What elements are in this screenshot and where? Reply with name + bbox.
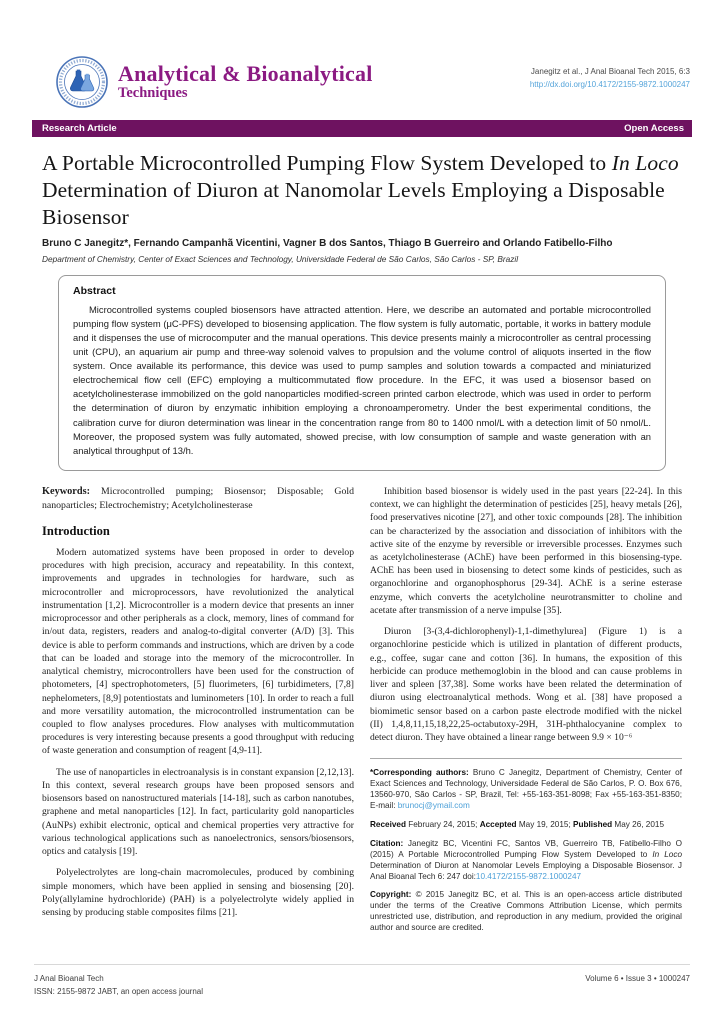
open-access-label: Open Access <box>624 123 684 134</box>
keywords-line <box>42 485 354 513</box>
citation-note <box>370 839 682 883</box>
abstract-box <box>58 275 666 471</box>
footer-journal-name: J Anal Bioanal Tech <box>34 974 104 984</box>
title-text: A Portable Microcontrolled Pumping Flow System Developed to <box>42 151 612 175</box>
email-link[interactable]: brunocj@ymail.com <box>397 801 470 810</box>
dates-line <box>370 820 682 831</box>
citation-italic-text: In Loco <box>652 849 683 859</box>
footnote-block <box>370 758 682 934</box>
article-type-label: Research Article <box>42 123 117 134</box>
intro-paragraph: Inhibition based biosensor is widely used in the past years [22-24]. In this context, we can highlight the determination of pesticides [25], heavy metals [26], food preservatives nicotine [27], and other toxic compounds [28]. The inhibition can be characterized by the association and dissociation of inhibitors with the active site of the enzyme by reversible or irreversible processes. Enzymes such as acetylcholinesterase (AChE) have been performed in this biosensing-type. AChE has been used in biosensing to detect some kinds of pesticides, such as organochlorine and organophosphorus [29-34]. AChE is a serine esterase enzyme, which converts the acetylcholine neurotransmitter to choline and acetate after transmission of a nerve impulse [35]. <box>370 485 682 616</box>
two-column-layout <box>42 485 682 942</box>
corresponding-author-label: *Corresponding authors: <box>370 768 469 778</box>
footer-volume-info: Volume 6 • Issue 3 • 1000247 <box>585 974 690 984</box>
published-label: Published <box>573 819 613 829</box>
header-citation-line: Janegitz et al., J Anal Bioanal Tech 2015, 6:3 <box>530 67 690 76</box>
footer-issn: ISSN: 2155-9872 JABT, an open access journal <box>34 986 203 996</box>
masthead <box>0 0 724 108</box>
copyright-label: Copyright: <box>370 890 412 900</box>
citation-text: Janegitz BC, Vicentini FC, Santos VB, Guerreiro TB, Fatibello-Filho O (2015) A Portable Microcontrolled Pumping Flow System Developed to <box>370 838 682 859</box>
authors-line: Bruno C Janegitz*, Fernando Campanhã Vicentini, Vagner B dos Santos, Thiago B Guerreiro and Orlando Fatibello-Filho <box>42 237 613 249</box>
journal-name-line2: Techniques <box>118 84 188 101</box>
right-column <box>370 485 682 942</box>
corresponding-author-note <box>370 768 682 812</box>
copyright-note <box>370 890 682 934</box>
introduction-heading: Introduction <box>42 523 110 538</box>
corresponding-author-text: Bruno C Janegitz, Department of Chemistry, Center of Exact Sciences and Technology, Universidade Federal de São Carlos, P. O. Box 676, 13560-970, São Carlos - SP, Brazil, Tel: +55-163-351-8098; Fax +55-163-351-8350; E-mail: <box>370 768 682 810</box>
accepted-label: Accepted <box>479 819 517 829</box>
title-italic-text: In Loco <box>611 151 679 175</box>
journal-logo-icon <box>56 56 108 108</box>
received-label: Received <box>370 819 406 829</box>
accepted-date: May 19, 2015; <box>516 819 573 829</box>
citation-label: Citation: <box>370 838 404 848</box>
abstract-text: Microcontrolled systems coupled biosensors have attracted attention. Here, we describe an automated and portable microcontrolled pumping flow system (μC-PFS) developed to biosensing application. The flow system is fully automatic, portable, it works in battery module and it dispenses the use of microcomputer and the manual operations. This device presents mainly a microcontroller as central processing unit (CPU), an aquarium air pump and three-way solenoid valves to propulsion and the volume control of aliquots inserted in the flow system. Once available its performance, this device was used to pump samples and solution towards a compacted and miniaturized electrochemical flow cell (EFC) employing a multicommutated flow procedure. In the EFC, it was used a biosensor based on acetylcholinesterase immobilized on the gold nanoparticles modified-screen printed carbon electrode, which was used in order to perform the determination of diuron by enzymatic inhibition employing a chronoamperometry. Under the best experimental conditions, the calibration curve for diuron determination was linear in the concentration range from 80 to 1400 nmol/L with a detection limit of 50 nmol/L. Moreover, the proposed system was fully automated, showed precise, with low consumption of sample and waste generation with an analytical throughput of 13/h. <box>73 303 651 456</box>
header-doi-link[interactable]: http://dx.doi.org/10.4172/2155-9872.1000247 <box>529 79 690 89</box>
title-text-end: Determination of Diuron at Nanomolar Levels Employing a Disposable Biosensor <box>42 177 665 229</box>
left-column <box>42 485 354 942</box>
published-date: May 26, 2015 <box>612 819 665 829</box>
journal-name <box>118 62 373 101</box>
article-type-banner <box>32 120 692 137</box>
intro-paragraph: Modern automatized systems have been proposed in order to develop procedures with high precision, accuracy and repeatability. In this context, improvements and upgrades in technologies for hardware, such as microcontroller and microprocessors, have revolutionized the analytical instrumentation [1,2]. Microcontroller is a modern device that presents an inner microprocessor and other peripherals as a clock, memory, lines of command for in/out data, registers, readers and analog-to-digital converter (A/D) [3]. This device is able to perform commands and instructions, which are driven by a code that can be loaded and storage into the memory of the microcontroller. In analytical chemistry, microcontrollers have been used for the construction of photometers, [4] spectrophotometers, [5] fluorimeters, [6] turbidimeters, [7,8] nephelometers, [8,9] potentiostats and luminometers [10]. In order to reach a full and more versatility automation, the microcontrolled instrumentation can be coupled to flow analyses procedures. Flow analyses with multicommutation procedures is very interesting because presents a good throughput with reducing of waste generation and consumption of reagent [4,9-11]. <box>42 546 354 757</box>
received-date: February 24, 2015; <box>405 819 480 829</box>
journal-brand <box>56 56 373 108</box>
intro-paragraph: Polyelectrolytes are long-chain macromolecules, produced by combining simple monomers, which have been applied in sensing and biosensing [20]. Poly(allylamine hydrochloride) (PAH) is a polyelectrolyte widely applied in sensing by producing stable composites films [21]. <box>42 867 354 919</box>
abstract-heading: Abstract <box>73 284 116 297</box>
intro-paragraph: Diuron [3-(3,4-dichlorophenyl)-1,1-dimethylurea] (Figure 1) is a organochlorine pesticide which is utilized in plantation of different products, e.g., coffee, sugar cane and cotton [36]. In humans, the exposition of this herbicide can produce methemoglobin in the blood and can cause problems in liver and spleen [37,38]. Some works have been related the determination of diuron using electroanalytical methods. Wong et al. [38] have proposed a biomimetic sensor based on a carbon paste electrode modified with the nickel (II) 1,4,8,11,15,18,22,25-octabutoxy-29H, 31H-phthalocyanine complex to detect diuron. They have obtained a linear range between 9.9 × 10⁻⁶ <box>370 626 682 744</box>
page-footer <box>34 964 690 998</box>
affiliation-line: Department of Chemistry, Center of Exact Sciences and Technology, Universidade Federal de São Carlos, São Carlos - SP, Brazil <box>42 253 519 264</box>
keywords-label: Keywords: <box>42 485 91 497</box>
footer-journal-info <box>34 973 203 998</box>
journal-name-line1: Analytical & Bioanalytical <box>118 61 373 87</box>
keywords-text: Microcontrolled pumping; Biosensor; Disposable; Gold nanoparticles; Electrochemistry; Acetylcholinesterase <box>42 485 354 512</box>
article-title <box>42 150 682 231</box>
intro-paragraph: The use of nanoparticles in electroanalysis is in constant expansion [2,12,13]. In this context, several research groups have been proposed sensors and biosensors based on nanostructured materials [14-18], such as carbon nanotubes, graphene and metal nanoparticles [12]. In fact, particularity gold nanoparticles (AuNPs) exhibit electronic, optical and chemical properties very attractive for various technological applications such as nanoelectronics, sensors/biosensors, optics and catalysis [19]. <box>42 766 354 858</box>
copyright-text: © 2015 Janegitz BC, et al. This is an open-access article distributed under the terms of the Creative Commons Attribution License, which permits unrestricted use, distribution, and reproduction in any medium, provided the original author and source are credited. <box>370 890 682 933</box>
citation-text-end: Determination of Diuron at Nanomolar Levels Employing a Disposable Biosensor. J Anal Bioanal Tech 6: 247 doi: <box>370 860 682 881</box>
article-body <box>0 150 724 942</box>
header-citation <box>530 56 690 92</box>
citation-doi-link[interactable]: 10.4172/2155-9872.1000247 <box>475 871 582 881</box>
